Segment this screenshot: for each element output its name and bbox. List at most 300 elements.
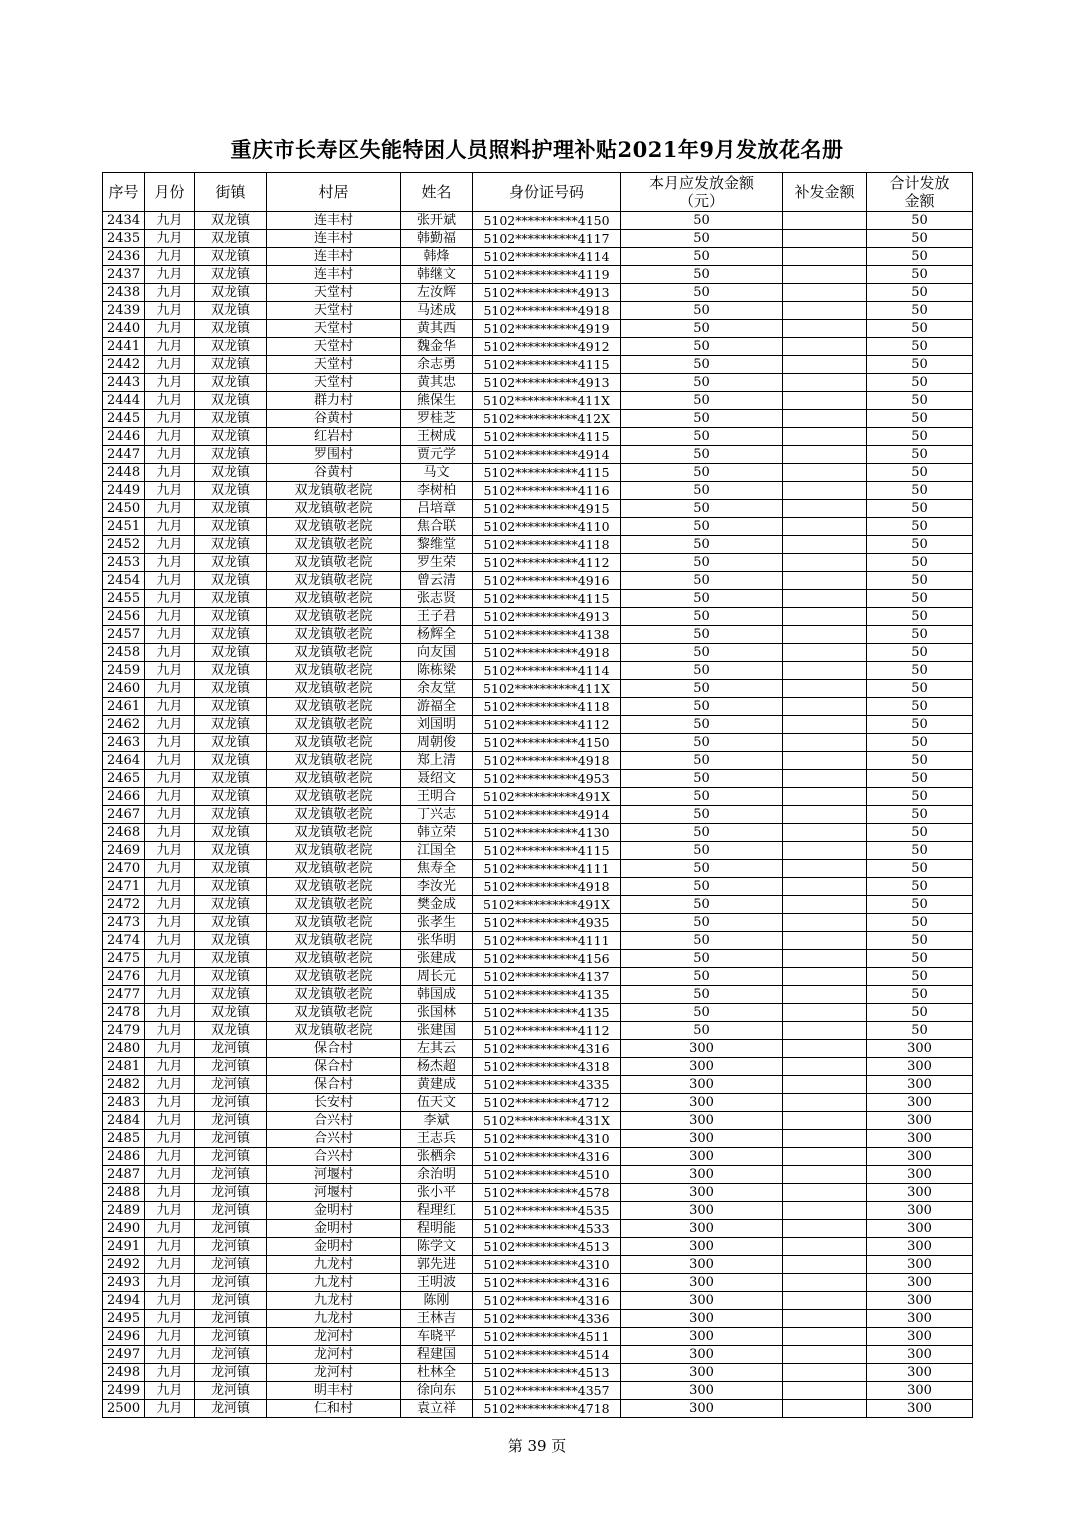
table-row [103, 536, 973, 554]
cell-seq: 2466 [103, 788, 145, 806]
cell-supplement [783, 1040, 867, 1058]
cell-village: 双龙镇敬老院 [267, 536, 401, 554]
col-header-total [867, 173, 973, 212]
cell-supplement [783, 482, 867, 500]
cell-due-amount: 300 [621, 1256, 783, 1274]
cell-name: 李斌 [401, 1112, 473, 1130]
cell-id: 5102**********4111 [473, 932, 621, 950]
cell-total: 50 [867, 464, 973, 482]
cell-supplement [783, 1202, 867, 1220]
cell-supplement [783, 392, 867, 410]
cell-town: 双龙镇 [195, 716, 267, 734]
cell-due-amount: 50 [621, 896, 783, 914]
cell-total: 50 [867, 446, 973, 464]
cell-month: 九月 [145, 968, 195, 986]
cell-name: 王林吉 [401, 1310, 473, 1328]
cell-due-amount: 50 [621, 338, 783, 356]
cell-village: 龙河村 [267, 1364, 401, 1382]
cell-due-amount: 50 [621, 788, 783, 806]
cell-month: 九月 [145, 410, 195, 428]
cell-village: 双龙镇敬老院 [267, 626, 401, 644]
table-row [103, 608, 973, 626]
cell-id: 5102**********4514 [473, 1346, 621, 1364]
cell-due-amount: 300 [621, 1292, 783, 1310]
cell-month: 九月 [145, 1400, 195, 1418]
cell-total: 50 [867, 590, 973, 608]
cell-due-amount: 50 [621, 860, 783, 878]
cell-month: 九月 [145, 1328, 195, 1346]
cell-village: 保合村 [267, 1040, 401, 1058]
cell-total: 300 [867, 1166, 973, 1184]
cell-id: 5102**********4914 [473, 806, 621, 824]
cell-village: 双龙镇敬老院 [267, 680, 401, 698]
cell-supplement [783, 1130, 867, 1148]
cell-month: 九月 [145, 518, 195, 536]
cell-seq: 2438 [103, 284, 145, 302]
cell-id: 5102**********4918 [473, 644, 621, 662]
cell-id: 5102**********4533 [473, 1220, 621, 1238]
cell-supplement [783, 230, 867, 248]
cell-due-amount: 300 [621, 1238, 783, 1256]
cell-month: 九月 [145, 1364, 195, 1382]
cell-town: 龙河镇 [195, 1346, 267, 1364]
cell-name: 王明合 [401, 788, 473, 806]
cell-town: 双龙镇 [195, 356, 267, 374]
cell-supplement [783, 662, 867, 680]
cell-village: 双龙镇敬老院 [267, 608, 401, 626]
cell-supplement [783, 500, 867, 518]
cell-due-amount: 50 [621, 446, 783, 464]
cell-town: 龙河镇 [195, 1184, 267, 1202]
cell-village: 双龙镇敬老院 [267, 1022, 401, 1040]
cell-month: 九月 [145, 1166, 195, 1184]
cell-seq: 2446 [103, 428, 145, 446]
cell-town: 双龙镇 [195, 806, 267, 824]
cell-month: 九月 [145, 1076, 195, 1094]
cell-name: 张建国 [401, 1022, 473, 1040]
cell-due-amount: 50 [621, 500, 783, 518]
cell-supplement [783, 464, 867, 482]
table-row [103, 1400, 973, 1418]
cell-month: 九月 [145, 806, 195, 824]
cell-seq: 2483 [103, 1094, 145, 1112]
cell-id: 5102**********4535 [473, 1202, 621, 1220]
table-row [103, 770, 973, 788]
cell-id: 5102**********4953 [473, 770, 621, 788]
cell-seq: 2490 [103, 1220, 145, 1238]
table-row [103, 554, 973, 572]
cell-id: 5102**********4115 [473, 590, 621, 608]
cell-supplement [783, 1310, 867, 1328]
cell-total: 50 [867, 374, 973, 392]
cell-id: 5102**********491X [473, 896, 621, 914]
cell-village: 仁和村 [267, 1400, 401, 1418]
cell-seq: 2437 [103, 266, 145, 284]
cell-due-amount: 50 [621, 248, 783, 266]
cell-town: 双龙镇 [195, 1022, 267, 1040]
cell-total: 300 [867, 1130, 973, 1148]
cell-month: 九月 [145, 698, 195, 716]
cell-town: 龙河镇 [195, 1328, 267, 1346]
cell-seq: 2461 [103, 698, 145, 716]
cell-supplement [783, 1346, 867, 1364]
cell-supplement [783, 1022, 867, 1040]
cell-due-amount: 300 [621, 1382, 783, 1400]
cell-total: 50 [867, 932, 973, 950]
cell-total: 50 [867, 428, 973, 446]
cell-village: 双龙镇敬老院 [267, 770, 401, 788]
cell-name: 王树成 [401, 428, 473, 446]
col-header-town: 街镇 [195, 173, 267, 212]
cell-seq: 2440 [103, 320, 145, 338]
cell-supplement [783, 734, 867, 752]
cell-village: 双龙镇敬老院 [267, 842, 401, 860]
cell-name: 余志勇 [401, 356, 473, 374]
cell-due-amount: 50 [621, 770, 783, 788]
cell-name: 左汝辉 [401, 284, 473, 302]
cell-town: 双龙镇 [195, 536, 267, 554]
cell-supplement [783, 572, 867, 590]
cell-total: 50 [867, 536, 973, 554]
cell-id: 5102**********4135 [473, 986, 621, 1004]
cell-supplement [783, 860, 867, 878]
table-row [103, 410, 973, 428]
cell-id: 5102**********4112 [473, 554, 621, 572]
cell-month: 九月 [145, 572, 195, 590]
cell-supplement [783, 914, 867, 932]
table-row [103, 932, 973, 950]
cell-id: 5102**********4718 [473, 1400, 621, 1418]
cell-town: 双龙镇 [195, 392, 267, 410]
cell-seq: 2497 [103, 1346, 145, 1364]
cell-month: 九月 [145, 716, 195, 734]
cell-month: 九月 [145, 320, 195, 338]
table-row [103, 1076, 973, 1094]
cell-village: 金明村 [267, 1220, 401, 1238]
cell-due-amount: 50 [621, 824, 783, 842]
cell-month: 九月 [145, 752, 195, 770]
table-body [103, 212, 973, 1418]
cell-name: 聂绍文 [401, 770, 473, 788]
cell-total: 50 [867, 644, 973, 662]
cell-name: 丁兴志 [401, 806, 473, 824]
cell-id: 5102**********4156 [473, 950, 621, 968]
cell-supplement [783, 1166, 867, 1184]
cell-due-amount: 300 [621, 1328, 783, 1346]
cell-village: 双龙镇敬老院 [267, 752, 401, 770]
cell-total: 50 [867, 806, 973, 824]
cell-seq: 2493 [103, 1274, 145, 1292]
cell-town: 龙河镇 [195, 1094, 267, 1112]
cell-id: 5102**********4918 [473, 302, 621, 320]
cell-name: 罗桂芝 [401, 410, 473, 428]
cell-town: 双龙镇 [195, 896, 267, 914]
cell-month: 九月 [145, 356, 195, 374]
cell-seq: 2454 [103, 572, 145, 590]
cell-supplement [783, 1256, 867, 1274]
cell-village: 龙河村 [267, 1346, 401, 1364]
cell-town: 双龙镇 [195, 788, 267, 806]
cell-seq: 2460 [103, 680, 145, 698]
cell-id: 5102**********4712 [473, 1094, 621, 1112]
cell-total: 50 [867, 284, 973, 302]
cell-due-amount: 300 [621, 1220, 783, 1238]
cell-village: 合兴村 [267, 1112, 401, 1130]
cell-total: 50 [867, 356, 973, 374]
cell-due-amount: 50 [621, 842, 783, 860]
cell-seq: 2453 [103, 554, 145, 572]
cell-name: 张志贤 [401, 590, 473, 608]
cell-supplement [783, 788, 867, 806]
cell-due-amount: 50 [621, 212, 783, 230]
cell-seq: 2459 [103, 662, 145, 680]
cell-id: 5102**********4919 [473, 320, 621, 338]
cell-name: 王志兵 [401, 1130, 473, 1148]
cell-id: 5102**********4914 [473, 446, 621, 464]
cell-village: 九龙村 [267, 1274, 401, 1292]
table-row [103, 950, 973, 968]
cell-month: 九月 [145, 878, 195, 896]
table-row [103, 824, 973, 842]
cell-name: 黄建成 [401, 1076, 473, 1094]
cell-id: 5102**********4335 [473, 1076, 621, 1094]
cell-total: 50 [867, 482, 973, 500]
cell-due-amount: 50 [621, 464, 783, 482]
col-header-seq: 序号 [103, 173, 145, 212]
cell-town: 双龙镇 [195, 842, 267, 860]
cell-total: 50 [867, 986, 973, 1004]
cell-town: 双龙镇 [195, 986, 267, 1004]
cell-town: 龙河镇 [195, 1310, 267, 1328]
cell-total: 50 [867, 770, 973, 788]
cell-name: 徐向东 [401, 1382, 473, 1400]
cell-total: 300 [867, 1148, 973, 1166]
cell-supplement [783, 608, 867, 626]
cell-town: 双龙镇 [195, 698, 267, 716]
cell-id: 5102**********4111 [473, 860, 621, 878]
cell-due-amount: 50 [621, 284, 783, 302]
cell-id: 5102**********4150 [473, 734, 621, 752]
cell-supplement [783, 266, 867, 284]
cell-id: 5102**********4135 [473, 1004, 621, 1022]
cell-supplement [783, 842, 867, 860]
cell-village: 连丰村 [267, 230, 401, 248]
cell-town: 龙河镇 [195, 1256, 267, 1274]
cell-village: 合兴村 [267, 1148, 401, 1166]
cell-month: 九月 [145, 1112, 195, 1130]
cell-seq: 2462 [103, 716, 145, 734]
cell-village: 天堂村 [267, 338, 401, 356]
cell-total: 50 [867, 230, 973, 248]
cell-town: 双龙镇 [195, 302, 267, 320]
cell-total: 300 [867, 1058, 973, 1076]
cell-name: 黎维堂 [401, 536, 473, 554]
cell-supplement [783, 1400, 867, 1418]
table-row [103, 1130, 973, 1148]
cell-seq: 2439 [103, 302, 145, 320]
table-row [103, 590, 973, 608]
table-row [103, 914, 973, 932]
table-row [103, 284, 973, 302]
cell-month: 九月 [145, 1238, 195, 1256]
cell-due-amount: 300 [621, 1094, 783, 1112]
cell-seq: 2475 [103, 950, 145, 968]
cell-village: 双龙镇敬老院 [267, 824, 401, 842]
cell-due-amount: 50 [621, 518, 783, 536]
cell-supplement [783, 374, 867, 392]
table-row [103, 1256, 973, 1274]
cell-town: 双龙镇 [195, 950, 267, 968]
cell-name: 罗生荣 [401, 554, 473, 572]
cell-name: 吕培章 [401, 500, 473, 518]
cell-id: 5102**********4130 [473, 824, 621, 842]
cell-seq: 2491 [103, 1238, 145, 1256]
cell-village: 双龙镇敬老院 [267, 1004, 401, 1022]
cell-id: 5102**********4138 [473, 626, 621, 644]
cell-village: 连丰村 [267, 266, 401, 284]
cell-id: 5102**********4915 [473, 500, 621, 518]
cell-id: 5102**********4916 [473, 572, 621, 590]
table-row [103, 572, 973, 590]
cell-name: 程建国 [401, 1346, 473, 1364]
cell-due-amount: 300 [621, 1400, 783, 1418]
cell-id: 5102**********412X [473, 410, 621, 428]
table-row [103, 428, 973, 446]
cell-name: 张建成 [401, 950, 473, 968]
cell-name: 周朝俊 [401, 734, 473, 752]
cell-village: 双龙镇敬老院 [267, 518, 401, 536]
cell-town: 双龙镇 [195, 212, 267, 230]
cell-town: 双龙镇 [195, 626, 267, 644]
cell-village: 双龙镇敬老院 [267, 914, 401, 932]
cell-total: 50 [867, 248, 973, 266]
cell-seq: 2441 [103, 338, 145, 356]
cell-due-amount: 50 [621, 752, 783, 770]
cell-town: 双龙镇 [195, 608, 267, 626]
cell-name: 熊保生 [401, 392, 473, 410]
table-row [103, 986, 973, 1004]
cell-total: 300 [867, 1202, 973, 1220]
cell-due-amount: 50 [621, 734, 783, 752]
cell-town: 龙河镇 [195, 1400, 267, 1418]
cell-month: 九月 [145, 950, 195, 968]
cell-total: 300 [867, 1238, 973, 1256]
cell-month: 九月 [145, 1202, 195, 1220]
cell-id: 5102**********4117 [473, 230, 621, 248]
cell-supplement [783, 1076, 867, 1094]
col-header-total-line2: 金额 [904, 192, 935, 210]
cell-month: 九月 [145, 1274, 195, 1292]
cell-village: 河堰村 [267, 1166, 401, 1184]
cell-total: 300 [867, 1040, 973, 1058]
cell-id: 5102**********4913 [473, 284, 621, 302]
cell-name: 王子君 [401, 608, 473, 626]
table-header-row [103, 173, 973, 212]
cell-id: 5102**********491X [473, 788, 621, 806]
cell-total: 300 [867, 1328, 973, 1346]
cell-due-amount: 50 [621, 374, 783, 392]
cell-id: 5102**********4918 [473, 752, 621, 770]
cell-town: 双龙镇 [195, 734, 267, 752]
cell-total: 50 [867, 410, 973, 428]
cell-name: 黄其西 [401, 320, 473, 338]
cell-id: 5102**********4115 [473, 356, 621, 374]
cell-town: 双龙镇 [195, 680, 267, 698]
cell-name: 张孝生 [401, 914, 473, 932]
cell-seq: 2464 [103, 752, 145, 770]
cell-seq: 2470 [103, 860, 145, 878]
cell-town: 龙河镇 [195, 1040, 267, 1058]
cell-month: 九月 [145, 1130, 195, 1148]
cell-total: 300 [867, 1256, 973, 1274]
cell-town: 双龙镇 [195, 518, 267, 536]
table-row [103, 1022, 973, 1040]
cell-name: 张小平 [401, 1184, 473, 1202]
cell-total: 300 [867, 1292, 973, 1310]
cell-village: 双龙镇敬老院 [267, 968, 401, 986]
cell-village: 金明村 [267, 1202, 401, 1220]
cell-due-amount: 50 [621, 698, 783, 716]
cell-total: 50 [867, 518, 973, 536]
cell-total: 50 [867, 788, 973, 806]
cell-total: 50 [867, 1022, 973, 1040]
cell-total: 50 [867, 950, 973, 968]
cell-id: 5102**********4114 [473, 248, 621, 266]
cell-total: 50 [867, 896, 973, 914]
cell-village: 红岩村 [267, 428, 401, 446]
cell-due-amount: 50 [621, 356, 783, 374]
cell-id: 5102**********4118 [473, 536, 621, 554]
cell-supplement [783, 428, 867, 446]
cell-month: 九月 [145, 284, 195, 302]
cell-due-amount: 50 [621, 230, 783, 248]
cell-town: 双龙镇 [195, 248, 267, 266]
cell-supplement [783, 716, 867, 734]
table-row [103, 644, 973, 662]
table-row [103, 680, 973, 698]
cell-month: 九月 [145, 608, 195, 626]
cell-supplement [783, 1094, 867, 1112]
cell-month: 九月 [145, 896, 195, 914]
cell-supplement [783, 1220, 867, 1238]
table-row [103, 878, 973, 896]
cell-supplement [783, 554, 867, 572]
cell-id: 5102**********4112 [473, 716, 621, 734]
cell-supplement [783, 248, 867, 266]
table-row [103, 1274, 973, 1292]
cell-name: 张栖余 [401, 1148, 473, 1166]
cell-due-amount: 50 [621, 662, 783, 680]
cell-village: 双龙镇敬老院 [267, 572, 401, 590]
cell-supplement [783, 1364, 867, 1382]
col-header-village: 村居 [267, 173, 401, 212]
page-title: 重庆市长寿区失能特困人员照料护理补贴2021年9月发放花名册 [230, 137, 844, 162]
table-row [103, 1166, 973, 1184]
col-header-total-line1: 合计发放 [889, 174, 950, 192]
table-row [103, 860, 973, 878]
cell-total: 50 [867, 572, 973, 590]
table-row [103, 1112, 973, 1130]
cell-seq: 2473 [103, 914, 145, 932]
cell-seq: 2463 [103, 734, 145, 752]
cell-name: 车晓平 [401, 1328, 473, 1346]
table-row [103, 698, 973, 716]
cell-town: 双龙镇 [195, 860, 267, 878]
cell-supplement [783, 446, 867, 464]
cell-supplement [783, 536, 867, 554]
table-row [103, 806, 973, 824]
cell-id: 5102**********4150 [473, 212, 621, 230]
